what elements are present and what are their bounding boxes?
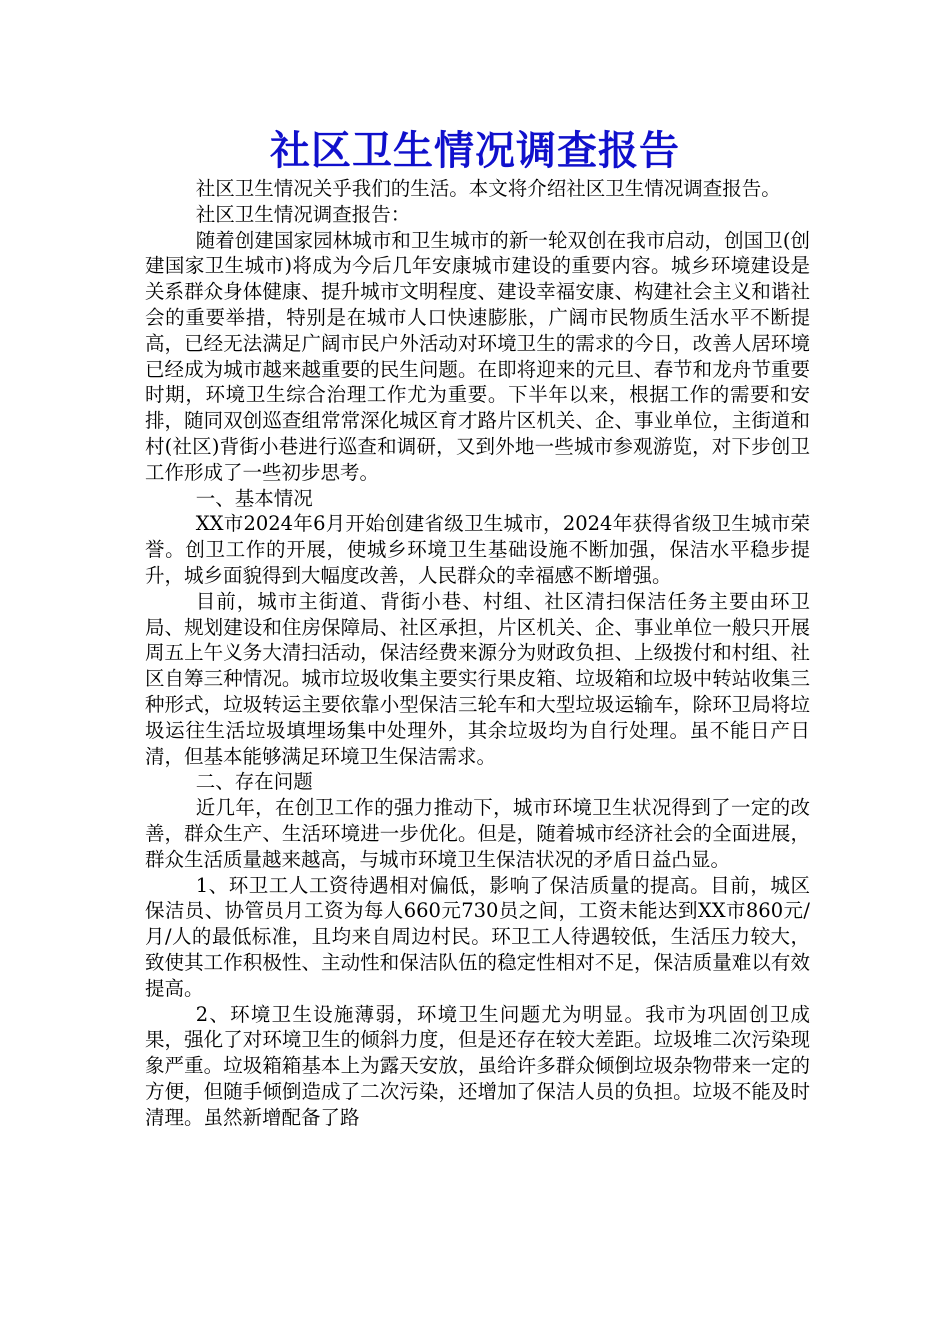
paragraph-background: 随着创建国家园林城市和卫生城市的新一轮双创在我市启动，创国卫(创建国家卫生城市)将成为今后几年安康城市建设的重要内容。城乡环境建设是关系群众身体健康、提升城市文明程度、建设幸福安康、构建社会主义和谐社会的重要举措，特别是在城市人口快速膨胀，广阔市民物质生活水平不断提高，已经无法满足广阔市民户外活动对环境卫生的需求的今日，改善人居环境已经成为城市越来越重要的民生问题。在即将迎来的元旦、春节和龙舟节重要时期，环境卫生综合治理工作尤为重要。下半年以来，根据工作的需要和安排，随同双创巡查组常常深化城区育才路片区机关、企、事业单位，主街道和村(社区)背街小巷进行巡查和调研，又到外地一些城市参观游览，对下步创卫工作形成了一些初步思考。 <box>145 228 810 484</box>
paragraph-problems-intro: 近几年，在创卫工作的强力推动下，城市环境卫生状况得到了一定的改善，群众生产、生活环境进一步优化。但是，随着城市经济社会的全面进展，群众生活质量越来越高，与城市环境卫生保洁状况的矛盾日益凸显。 <box>145 796 810 871</box>
document-title: 社区卫生情况调查报告 <box>270 127 680 174</box>
section-heading-problems: 二、存在问题 <box>195 770 313 794</box>
paragraph-basic-current: 目前，城市主街道、背街小巷、村组、社区清扫保洁任务主要由环卫局、规划建设和住房保障局、社区承担，片区机关、企、事业单位一般只开展周五上午义务大清扫活动，保洁经费来源分为财政负担、上级拨付和村组、社区自筹三种情况。城市垃圾收集主要实行果皮箱、垃圾箱和垃圾中转站收集三种形式，垃圾转运主要依靠小型保洁三轮车和大型垃圾运输车，除环卫局将垃圾运往生活垃圾填埋场集中处理外，其余垃圾均为自行处理。虽不能日产日清，但基本能够满足环境卫生保洁需求。 <box>145 589 810 768</box>
paragraph-problem-1: 1、环卫工人工资待遇相对偏低，影响了保洁质量的提高。目前，城区保洁员、协管员月工资为每人660元730员之间，工资未能达到XX市860元/月/人的最低标准，且均来自周边村民。环卫工人待遇较低，生活压力较大，致使其工作积极性、主动性和保洁队伍的稳定性相对不足，保洁质量难以有效提高。 <box>145 873 810 1000</box>
paragraph-report-label: 社区卫生情况调查报告： <box>195 202 411 226</box>
paragraph-basic-history: XX市2024年6月开始创建省级卫生城市，2024年获得省级卫生城市荣誉。创卫工作的开展，使城乡环境卫生基础设施不断加强，保洁水平稳步提升，城乡面貌得到大幅度改善，人民群众的幸福感不断增强。 <box>145 512 810 587</box>
paragraph-problem-2: 2、环境卫生设施薄弱，环境卫生问题尤为明显。我市为巩固创卫成果，强化了对环境卫生的倾斜力度，但是还存在较大差距。垃圾堆二次污染现象严重。垃圾箱箱基本上为露天安放，虽给许多群众倾倒垃圾杂物带来一定的方便，但随手倾倒造成了二次污染，还增加了保洁人员的负担。垃圾不能及时清理。虽然新增配备了路 <box>145 1002 810 1129</box>
paragraph-intro: 社区卫生情况关乎我们的生活。本文将介绍社区卫生情况调查报告。 <box>195 177 781 200</box>
section-heading-basic: 一、基本情况 <box>195 486 313 510</box>
document-body <box>145 176 810 1130</box>
